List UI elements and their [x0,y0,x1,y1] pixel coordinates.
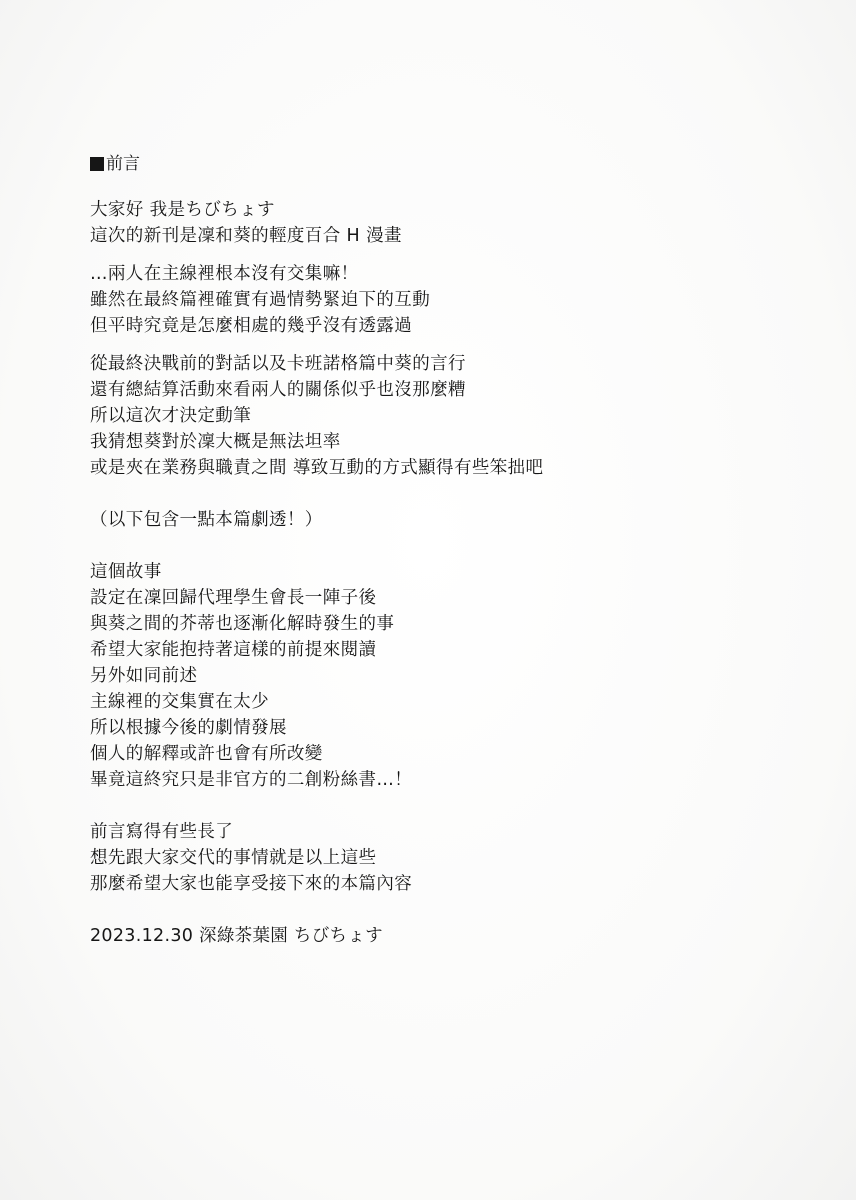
text-line: …兩人在主線裡根本沒有交集嘛！ [90,264,359,284]
text-line: 那麼希望大家也能享受接下來的本篇內容 [90,874,413,894]
text-line: 前言寫得有些長了 [90,822,234,842]
text-line: 所以根據今後的劇情發展 [90,718,287,738]
text-line: 但平時究竟是怎麼相處的幾乎沒有透露過 [90,316,413,336]
heading-text: 前言 [106,154,140,174]
text-line: 個人的解釋或許也會有所改變 [90,744,323,764]
text-line: 所以這次才決定動筆 [90,406,252,426]
text-line: 畢竟這終究只是非官方的二創粉絲書…！ [90,770,413,790]
text-line: 大家好 我是ちびちょす [90,200,275,220]
text-line: 另外如同前述 [90,666,198,686]
text-line: 雖然在最終篇裡確實有過情勢緊迫下的互動 [90,290,431,310]
text-line: 主線裡的交集實在太少 [90,692,269,712]
foreword-content [90,151,790,949]
text-line: 這個故事 [90,562,162,582]
text-line: 或是夾在業務與職責之間 導致互動的方式顯得有些笨拙吧 [90,458,544,478]
text-line: 設定在凜回歸代理學生會長一陣子後 [90,588,377,608]
text-line: 希望大家能抱持著這樣的前提來閱讀 [90,640,377,660]
paragraph-spoiler-warning [90,507,790,533]
text-line: （以下包含一點本篇劇透！） [90,510,323,530]
date-and-signature: 2023.12.30 深綠茶葉園 ちびちょす [90,926,383,946]
foreword-heading [90,151,790,177]
paragraph-motivation [90,351,790,481]
square-bullet-icon [90,157,104,171]
paragraph-story-context [90,261,790,339]
paragraph-closing [90,819,790,897]
text-line: 我猜想葵對於凜大概是無法坦率 [90,432,341,452]
text-line: 這次的新刊是凜和葵的輕度百合 H 漫畫 [90,226,402,246]
paragraph-story-setting [90,559,790,793]
text-line: 還有總結算活動來看兩人的關係似乎也沒那麼糟 [90,380,466,400]
text-line: 從最終決戰前的對話以及卡班諾格篇中葵的言行 [90,354,466,374]
text-line: 與葵之間的芥蒂也逐漸化解時發生的事 [90,614,395,634]
paragraph-greeting [90,197,790,249]
text-line: 想先跟大家交代的事情就是以上這些 [90,848,377,868]
